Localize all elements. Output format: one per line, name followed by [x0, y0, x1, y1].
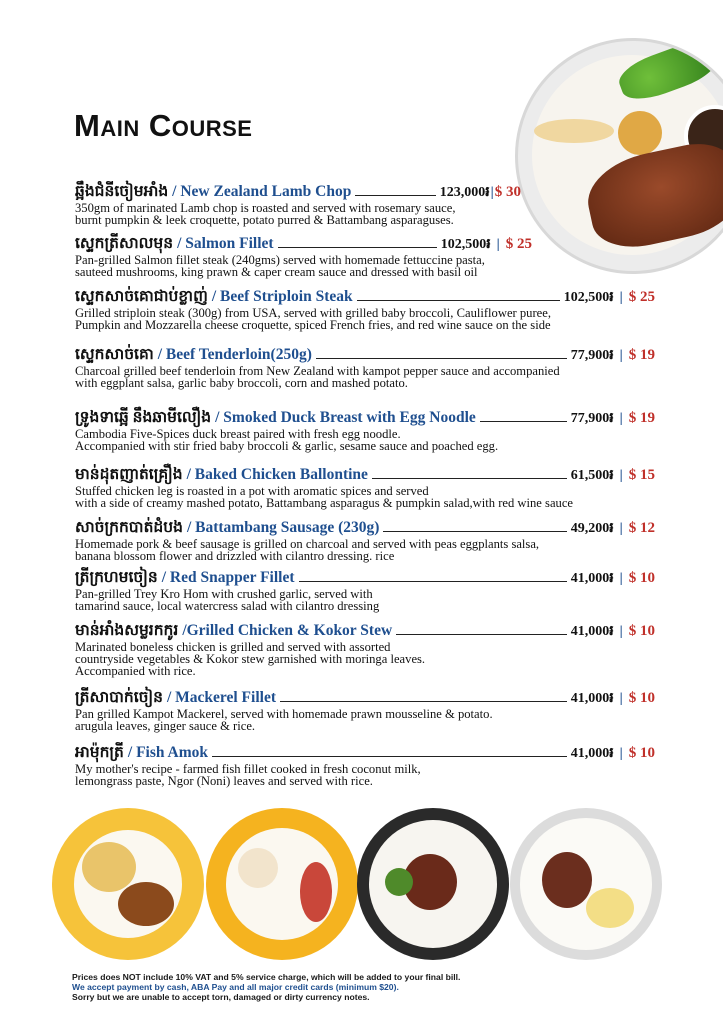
item-description: Accompanied with stir fried baby broccoli & garlic, sesame sauce and poached egg. [75, 439, 499, 453]
item-description: Pan grilled Kampot Mackerel, served with homemade prawn mousseline & potato. [75, 707, 493, 721]
beef-striploin-photo [357, 808, 509, 960]
item-name-english: / Mackerel Fillet [166, 689, 276, 706]
item-description: My mother's recipe - farmed fish fillet cooked in fresh coconut milk, [75, 762, 421, 776]
price-riel: 102,500៛ [440, 237, 491, 252]
item-description: with eggplant salsa, garlic baby broccoli, corn and mashed potato. [75, 376, 408, 390]
menu-item [75, 744, 655, 787]
price-usd: $ 10 [628, 745, 655, 761]
price-separator: | [619, 571, 623, 586]
price-riel: 77,900៛ [570, 411, 614, 426]
price-usd: $ 30 [494, 184, 521, 200]
item-description: Pan-grilled Salmon fillet steak (240gms) served with homemade fettuccine pasta, [75, 253, 485, 267]
menu-item [75, 569, 655, 612]
page-title: Main Course [74, 108, 253, 143]
item-name-khmer: ទ្រូងទាឆ្អើ នឹងឆាមីលឿង [75, 409, 212, 426]
item-name-english: /Grilled Chicken & Kokor Stew [182, 622, 393, 639]
item-description: arugula leaves, ginger sauce & rice. [75, 719, 256, 733]
price-usd: $ 10 [628, 570, 655, 586]
item-name-khmer: មាន់អាំងសម្លរកកូរ [75, 622, 179, 639]
price-usd: $ 15 [628, 467, 655, 483]
item-description: Homemade pork & beef sausage is grilled on charcoal and served with peas eggplants salsa, [75, 537, 540, 551]
menu-item [75, 288, 655, 331]
price-usd: $ 12 [628, 520, 655, 536]
item-name-english: / New Zealand Lamb Chop [172, 183, 352, 200]
vat-note: Prices does NOT include 10% VAT and 5% service charge, which will be added to your final bill. [72, 972, 461, 982]
item-description: countryside vegetables & Kokor stew garnished with moringa leaves. [75, 652, 426, 666]
puree-shape [534, 119, 614, 143]
item-description: burnt pumpkin & leek croquette, potato purred & Battambang asparaguses. [75, 213, 454, 227]
croquette-shape [618, 111, 662, 155]
leader-line [480, 421, 567, 422]
menu-item [75, 409, 655, 452]
payment-note: We accept payment by cash, ABA Pay and all major credit cards (minimum $20). [72, 982, 399, 992]
item-name-khmer: ស្ទេកត្រីសាលមុន [75, 235, 174, 252]
steak-plate-photo [515, 38, 723, 274]
price-usd: $ 10 [628, 623, 655, 639]
price-usd: $ 25 [628, 289, 655, 305]
item-description: Pumpkin and Mozzarella cheese croquette, spiced French fries, and red wine sauce on the side [75, 318, 551, 332]
price-riel: 41,000៛ [570, 746, 614, 761]
item-description: tamarind sauce, local watercress salad with cilantro dressing [75, 599, 380, 613]
price-riel: 41,000៛ [570, 691, 614, 706]
price-separator: | [619, 468, 623, 483]
price-riel: 41,000៛ [570, 624, 614, 639]
item-name-english: / Baked Chicken Ballontine [186, 466, 368, 483]
chicken-ballontine-photo [206, 808, 358, 960]
food-photo-row [0, 808, 723, 968]
item-description: 350gm of marinated Lamb chop is roasted and served with rosemary sauce, [75, 201, 456, 215]
item-name-english: / Beef Striploin Steak [211, 288, 353, 305]
item-description: with a side of creamy mashed potato, Battambang asparagus & pumpkin salad,with red wine sauce [75, 496, 574, 510]
price-separator: | [619, 521, 623, 536]
menu-item [75, 689, 655, 732]
footer-notes [72, 972, 460, 1002]
leader-line [383, 531, 566, 532]
item-name-khmer: សាច់ក្រកបាត់ដំបង [75, 519, 183, 536]
price-riel: 61,500៛ [570, 468, 614, 483]
price-separator: | [619, 746, 623, 761]
price-separator: | [496, 237, 500, 252]
price-riel: 41,000៛ [570, 571, 614, 586]
leader-line [212, 756, 567, 757]
leader-line [357, 300, 560, 301]
currency-note: Sorry but we are unable to accept torn, damaged or dirty currency notes. [72, 992, 370, 1002]
leader-line [299, 581, 567, 582]
item-name-english: / Red Snapper Fillet [161, 569, 295, 586]
menu-item [75, 183, 521, 226]
price-usd: $ 10 [628, 690, 655, 706]
item-description: Marinated boneless chicken is grilled and served with assorted [75, 640, 391, 654]
leader-line [280, 701, 567, 702]
price-separator: | [619, 290, 623, 305]
price-usd: $ 19 [628, 410, 655, 426]
price-separator: | [619, 348, 623, 363]
item-description: lemongrass paste, Ngor (Noni) leaves and served with rice. [75, 774, 373, 788]
price-separator: | [619, 691, 623, 706]
item-name-english: / Beef Tenderloin(250g) [157, 346, 312, 363]
item-description: Charcoal grilled beef tenderloin from New Zealand with kampot pepper sauce and accompanied [75, 364, 560, 378]
item-name-khmer: ត្រីក្រហមចៀន [75, 569, 158, 586]
price-separator: | [619, 411, 623, 426]
leader-line [396, 634, 567, 635]
price-riel: 49,200៛ [570, 521, 614, 536]
item-name-khmer: ស្ទេកសាច់គោ [75, 346, 154, 363]
item-description: sauteed mushrooms, king prawn & caper cream sauce and dressed with basil oil [75, 265, 478, 279]
pasta-and-sausage-photo [52, 808, 204, 960]
price-separator: | [619, 624, 623, 639]
leader-line [278, 247, 437, 248]
price-usd: $ 25 [505, 236, 532, 252]
price-riel: 102,500៛ [563, 290, 614, 305]
item-description: Accompanied with rice. [75, 664, 196, 678]
item-description: Cambodia Five-Spices duck breast paired with fresh egg noodle. [75, 427, 401, 441]
item-name-khmer: ត្រីសាបាក់ចៀន [75, 689, 163, 706]
leader-line [316, 358, 567, 359]
menu-item [75, 346, 655, 389]
lamb-chop-photo [510, 808, 662, 960]
menu-item [75, 235, 532, 278]
price-riel: 123,000៛ [439, 185, 490, 200]
item-name-english: / Smoked Duck Breast with Egg Noodle [215, 409, 476, 426]
item-name-khmer: មាន់ដុតញាត់គ្រឿង [75, 466, 183, 483]
item-name-english: / Fish Amok [127, 744, 209, 761]
leader-line [355, 195, 435, 196]
item-description: Pan-grilled Trey Kro Hom with crushed garlic, served with [75, 587, 373, 601]
item-name-english: / Battambang Sausage (230g) [186, 519, 380, 536]
item-name-khmer: ស្ទេកសាច់គោជាប់ខ្លាញ់ [75, 288, 208, 305]
price-riel: 77,900៛ [570, 348, 614, 363]
item-name-english: / Salmon Fillet [177, 235, 274, 252]
item-name-khmer: ឆ្អឹងជំនីចៀមអាំង [75, 183, 169, 200]
price-usd: $ 19 [628, 347, 655, 363]
item-description: Grilled striploin steak (300g) from USA, served with grilled baby broccoli, Cauliflower puree, [75, 306, 551, 320]
menu-item [75, 519, 655, 562]
leader-line [372, 478, 567, 479]
item-name-khmer: អាម៉ុកត្រី [75, 744, 124, 761]
item-description: banana blossom flower and drizzled with cilantro dressing. rice [75, 549, 395, 563]
menu-item [75, 622, 655, 677]
item-description: Stuffed chicken leg is roasted in a pot with aromatic spices and served [75, 484, 429, 498]
menu-item [75, 466, 655, 509]
price-separator: | [490, 185, 494, 200]
